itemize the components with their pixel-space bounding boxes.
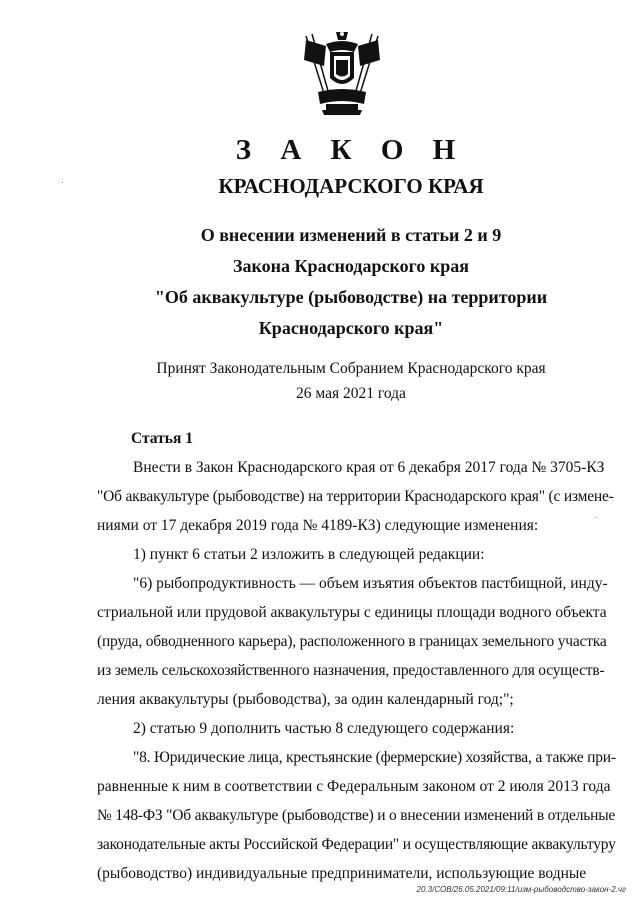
article-body: [97, 424, 617, 888]
body-line: стриальной или прудовой аквакультуры с единицы площади водного объекта: [97, 604, 607, 621]
adoption-date: 26 мая 2021 года: [296, 385, 406, 402]
body-line: (рыбоводство) индивидуальные предприниматели, использующие водные: [97, 865, 587, 882]
scan-speck: [62, 182, 63, 183]
body-line: Внести в Закон Краснодарского края от 6 декабря 2017 года № 3705-КЗ: [133, 459, 605, 476]
krasnodar-coat-of-arms-icon: [296, 30, 388, 116]
body-line: "Об аквакультуре (рыбоводстве) на территории Краснодарского края" (с измене-: [97, 488, 614, 505]
law-title: З А К О Н: [235, 134, 467, 166]
body-line: ниями от 17 декабря 2019 года № 4189-КЗ) следующие изменения:: [97, 517, 539, 534]
body-line: законодательные акты Российской Федерации" и осуществляющие аквакультуру: [97, 836, 616, 853]
body-line: равненные к ним в соответствии с Федеральным законом от 2 июля 2013 года: [97, 778, 611, 795]
body-line: (пруда, обводненного карьера), расположенного в границах земельного участка: [97, 633, 607, 650]
document-footer: 20.3/СОВ/26.05.2021/09:11/изм-рыбоводство-закон-2.чг: [416, 885, 626, 894]
body-line: из земель сельскохозяйственного назначения, предоставленного для осуществ-: [97, 662, 605, 679]
body-line: "8. Юридические лица, крестьянские (фермерские) хозяйства, а также при-: [133, 749, 616, 766]
heading-line: Закона Краснодарского края: [233, 256, 469, 276]
scan-speck: [596, 517, 597, 518]
body-line: 1) пункт 6 статьи 2 изложить в следующей редакции:: [133, 546, 485, 563]
article-title: Статья 1: [131, 430, 193, 447]
adoption-line: Принят Законодательным Собранием Краснодарского края: [156, 360, 546, 377]
law-subtitle: КРАСНОДАРСКОГО КРАЯ: [218, 174, 484, 198]
body-line: № 148-ФЗ "Об аквакультуре (рыбоводстве) и о внесении изменений в отдельные: [97, 807, 616, 824]
body-line: "6) рыбопродуктивность — объем изъятия объектов пастбищной, инду-: [133, 575, 608, 592]
body-line: 2) статью 9 дополнить частью 8 следующего содержания:: [133, 720, 515, 737]
heading-line: "Об аквакультуре (рыбоводстве) на территории: [154, 287, 548, 307]
heading-line: О внесении изменений в статьи 2 и 9: [200, 225, 502, 245]
body-line: ления аквакультуры (рыбоводства), за один календарный год;";: [97, 691, 514, 708]
heading-line: Краснодарского края": [258, 318, 444, 338]
